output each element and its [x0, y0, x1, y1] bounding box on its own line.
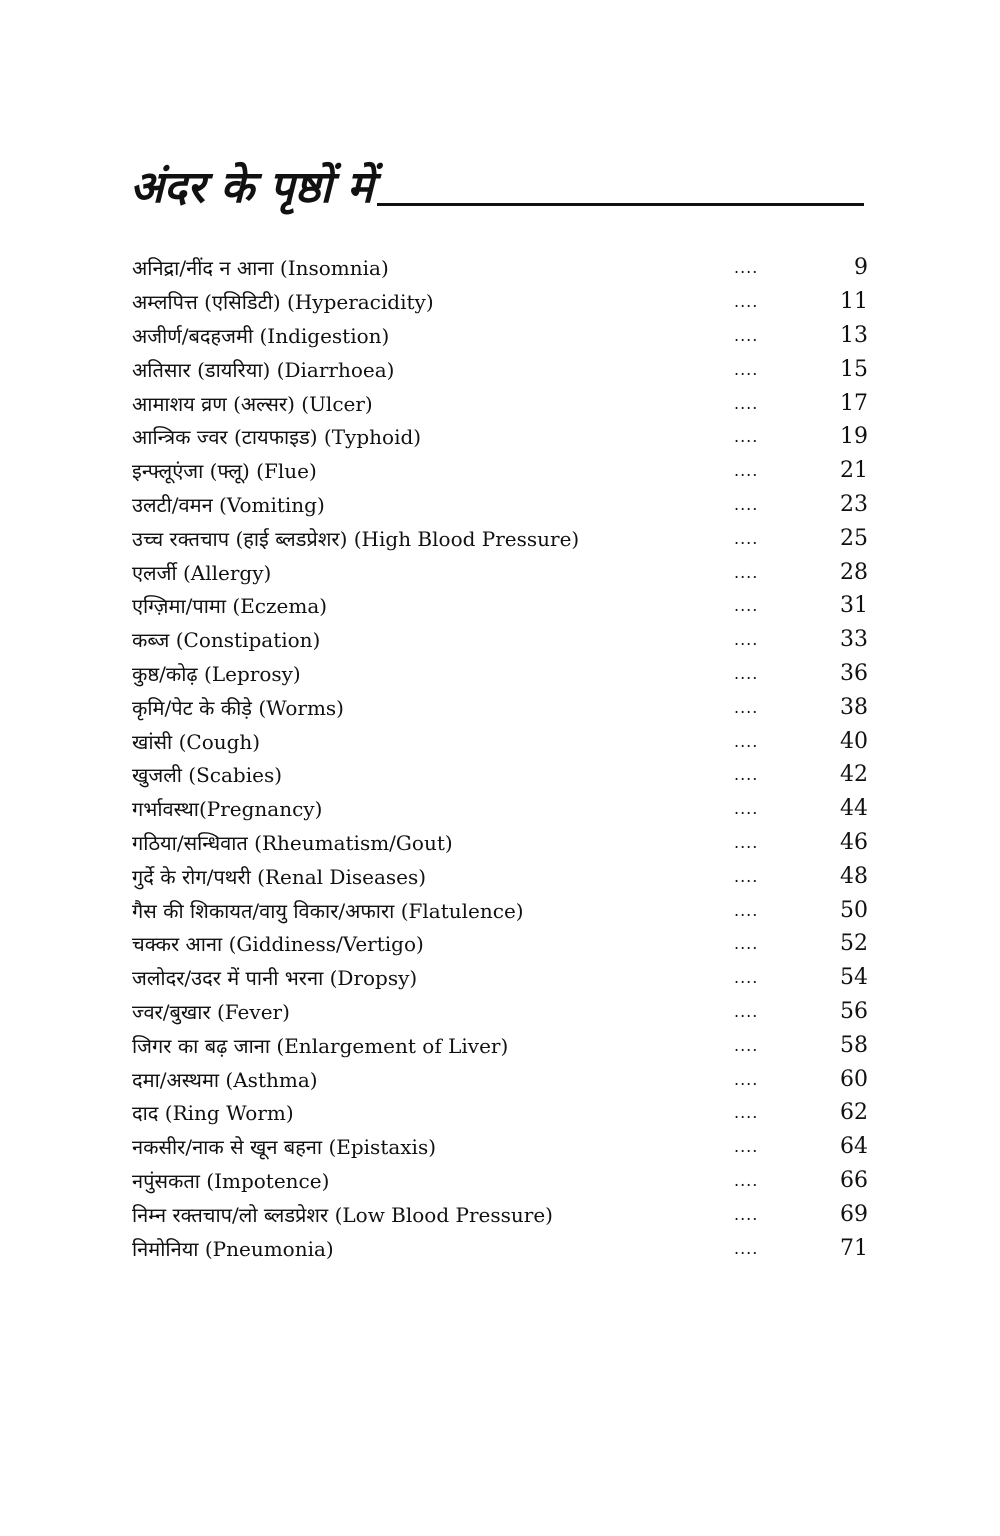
toc-entry-leader-dots: ....	[734, 1170, 759, 1190]
toc-entry-page-number: 15	[840, 356, 868, 382]
toc-entry-page-number: 38	[840, 694, 868, 720]
toc-entry-page-number: 33	[840, 627, 868, 653]
toc-entry-page-number: 28	[840, 559, 868, 585]
toc-entry	[132, 1197, 868, 1231]
toc-entry	[132, 319, 868, 353]
toc-entry-title: जिगर का बढ़ जाना (Enlargement of Liver)	[132, 1033, 509, 1058]
toc-entry-title: उच्च रक्तचाप (हाई ब्लडप्रेशर) (High Blood Pressure)	[132, 526, 580, 551]
toc-entry-page-number: 9	[854, 255, 868, 281]
toc-entry-leader-dots: ....	[734, 832, 759, 852]
toc-entry	[132, 589, 868, 623]
toc-entry-title: गर्भावस्था(Pregnancy)	[132, 797, 323, 822]
toc-entry-leader-dots: ....	[734, 934, 759, 954]
toc-entry-leader-dots: ....	[734, 1238, 759, 1258]
toc-entry-title: खुजली (Scabies)	[132, 763, 283, 788]
toc-entry-page-number: 58	[840, 1032, 868, 1058]
toc-entry-title: अजीर्ण/बदहजमी (Indigestion)	[132, 323, 390, 348]
toc-entry-title: आन्त्रिक ज्वर (टायफाइड) (Typhoid)	[132, 425, 422, 450]
toc-entry-page-number: 25	[840, 525, 868, 551]
toc-entry-leader-dots: ....	[734, 596, 759, 616]
toc-entry-page-number: 69	[840, 1201, 868, 1227]
toc-entry-title: नपुंसकता (Impotence)	[132, 1168, 330, 1193]
toc-entry	[132, 792, 868, 826]
toc-entry	[132, 1130, 868, 1164]
toc-entry-leader-dots: ....	[734, 528, 759, 548]
toc-entry-leader-dots: ....	[734, 393, 759, 413]
toc-entry-leader-dots: ....	[734, 1103, 759, 1123]
toc-entry-leader-dots: ....	[734, 697, 759, 717]
toc-entry	[132, 454, 868, 488]
toc-entry	[132, 690, 868, 724]
toc-entry-page-number: 48	[840, 863, 868, 889]
toc-entry-title: कुष्ठ/कोढ़ (Leprosy)	[132, 661, 301, 686]
toc-entry	[132, 758, 868, 792]
toc-entry-page-number: 40	[840, 728, 868, 754]
toc-entry-title: निम्न रक्तचाप/लो ब्लडप्रेशर (Low Blood Pressure)	[132, 1202, 553, 1227]
toc-entry-title: अम्लपित्त (एसिडिटी) (Hyperacidity)	[132, 290, 434, 315]
toc-entry	[132, 1231, 868, 1265]
toc-entry-title: दाद (Ring Worm)	[132, 1101, 294, 1126]
toc-entry-leader-dots: ....	[734, 461, 759, 481]
toc-entry-title: अतिसार (डायरिया) (Diarrhoea)	[132, 357, 395, 382]
toc-entry-leader-dots: ....	[734, 731, 759, 751]
toc-entry	[132, 995, 868, 1029]
toc-entry-page-number: 19	[840, 424, 868, 450]
heading-underline-rule	[377, 203, 864, 206]
toc-entry-page-number: 62	[840, 1100, 868, 1126]
toc-entry-title: कृमि/पेट के कीड़े (Worms)	[132, 695, 344, 720]
toc-entry	[132, 285, 868, 319]
toc-entry-page-number: 46	[840, 829, 868, 855]
toc-entry-page-number: 21	[840, 458, 868, 484]
toc-entry-page-number: 71	[840, 1235, 868, 1261]
toc-entry-leader-dots: ....	[734, 562, 759, 582]
toc-entry-leader-dots: ....	[734, 630, 759, 650]
toc-entry-leader-dots: ....	[734, 258, 759, 278]
toc-entry	[132, 555, 868, 589]
toc-entry	[132, 893, 868, 927]
contents-heading	[130, 152, 864, 212]
toc-entry-title: गठिया/सन्धिवात (Rheumatism/Gout)	[132, 830, 453, 855]
toc-entry	[132, 488, 868, 522]
toc-entry-leader-dots: ....	[734, 1204, 759, 1224]
toc-entry-title: खांसी (Cough)	[132, 729, 261, 754]
toc-entry-leader-dots: ....	[734, 866, 759, 886]
toc-entry-title: गैस की शिकायत/वायु विकार/अफारा (Flatulence)	[132, 898, 524, 923]
toc-entry-page-number: 66	[840, 1167, 868, 1193]
toc-entry-leader-dots: ....	[734, 1001, 759, 1021]
toc-entry-page-number: 13	[840, 322, 868, 348]
toc-entry	[132, 826, 868, 860]
toc-entry-page-number: 11	[840, 289, 868, 315]
toc-entry-page-number: 54	[840, 965, 868, 991]
toc-entry	[132, 1096, 868, 1130]
toc-entry-leader-dots: ....	[734, 663, 759, 683]
toc-entry-page-number: 36	[840, 660, 868, 686]
toc-entry-title: उलटी/वमन (Vomiting)	[132, 492, 325, 517]
toc-entry-title: चक्कर आना (Giddiness/Vertigo)	[132, 932, 424, 957]
toc-entry	[132, 251, 868, 285]
toc-entry-title: जलोदर/उदर में पानी भरना (Dropsy)	[132, 966, 418, 991]
toc-entry	[132, 657, 868, 691]
toc-entry-title: नकसीर/नाक से खून बहना (Epistaxis)	[132, 1135, 437, 1160]
toc-entry-leader-dots: ....	[734, 359, 759, 379]
toc-entry	[132, 420, 868, 454]
toc-entry	[132, 386, 868, 420]
toc-entry	[132, 623, 868, 657]
toc-entry-leader-dots: ....	[734, 968, 759, 988]
toc-entry-leader-dots: ....	[734, 292, 759, 312]
toc-entry-page-number: 23	[840, 491, 868, 517]
toc-entry-title: एलर्जी (Allergy)	[132, 560, 272, 585]
toc-entry-title: अनिद्रा/नींद न आना (Insomnia)	[132, 256, 389, 281]
toc-entry-title: कब्ज (Constipation)	[132, 628, 321, 653]
toc-entry-leader-dots: ....	[734, 765, 759, 785]
table-of-contents	[132, 251, 868, 1265]
toc-entry-title: दमा/अस्थमा (Asthma)	[132, 1067, 318, 1092]
toc-entry-page-number: 50	[840, 897, 868, 923]
toc-entry-page-number: 44	[840, 796, 868, 822]
contents-heading-title: अंदर के पृष्ठों में	[130, 162, 374, 213]
toc-entry	[132, 961, 868, 995]
toc-entry	[132, 724, 868, 758]
toc-entry-leader-dots: ....	[734, 1137, 759, 1157]
toc-entry-title: आमाशय व्रण (अल्सर) (Ulcer)	[132, 391, 373, 416]
toc-entry-leader-dots: ....	[734, 799, 759, 819]
toc-entry-leader-dots: ....	[734, 325, 759, 345]
toc-entry-page-number: 17	[840, 390, 868, 416]
toc-entry-page-number: 64	[840, 1134, 868, 1160]
toc-entry-page-number: 52	[840, 931, 868, 957]
toc-entry-leader-dots: ....	[734, 427, 759, 447]
toc-entry-title: ज्वर/बुखार (Fever)	[132, 999, 290, 1024]
toc-entry-title: इन्फ्लूएंजा (फ्लू) (Flue)	[132, 459, 317, 484]
toc-entry-leader-dots: ....	[734, 900, 759, 920]
toc-entry-page-number: 42	[840, 762, 868, 788]
toc-entry	[132, 927, 868, 961]
toc-entry-title: गुर्दे के रोग/पथरी (Renal Diseases)	[132, 864, 427, 889]
toc-entry	[132, 352, 868, 386]
toc-entry-title: निमोनिया (Pneumonia)	[132, 1236, 334, 1261]
toc-entry	[132, 1028, 868, 1062]
toc-entry	[132, 1164, 868, 1198]
toc-entry-page-number: 31	[840, 593, 868, 619]
toc-entry-page-number: 60	[840, 1066, 868, 1092]
toc-entry	[132, 521, 868, 555]
toc-entry-leader-dots: ....	[734, 1035, 759, 1055]
toc-entry-title: एग्ज़िमा/पामा (Eczema)	[132, 594, 328, 619]
toc-entry	[132, 859, 868, 893]
toc-entry-page-number: 56	[840, 998, 868, 1024]
toc-entry	[132, 1062, 868, 1096]
toc-entry-leader-dots: ....	[734, 494, 759, 514]
toc-entry-leader-dots: ....	[734, 1069, 759, 1089]
